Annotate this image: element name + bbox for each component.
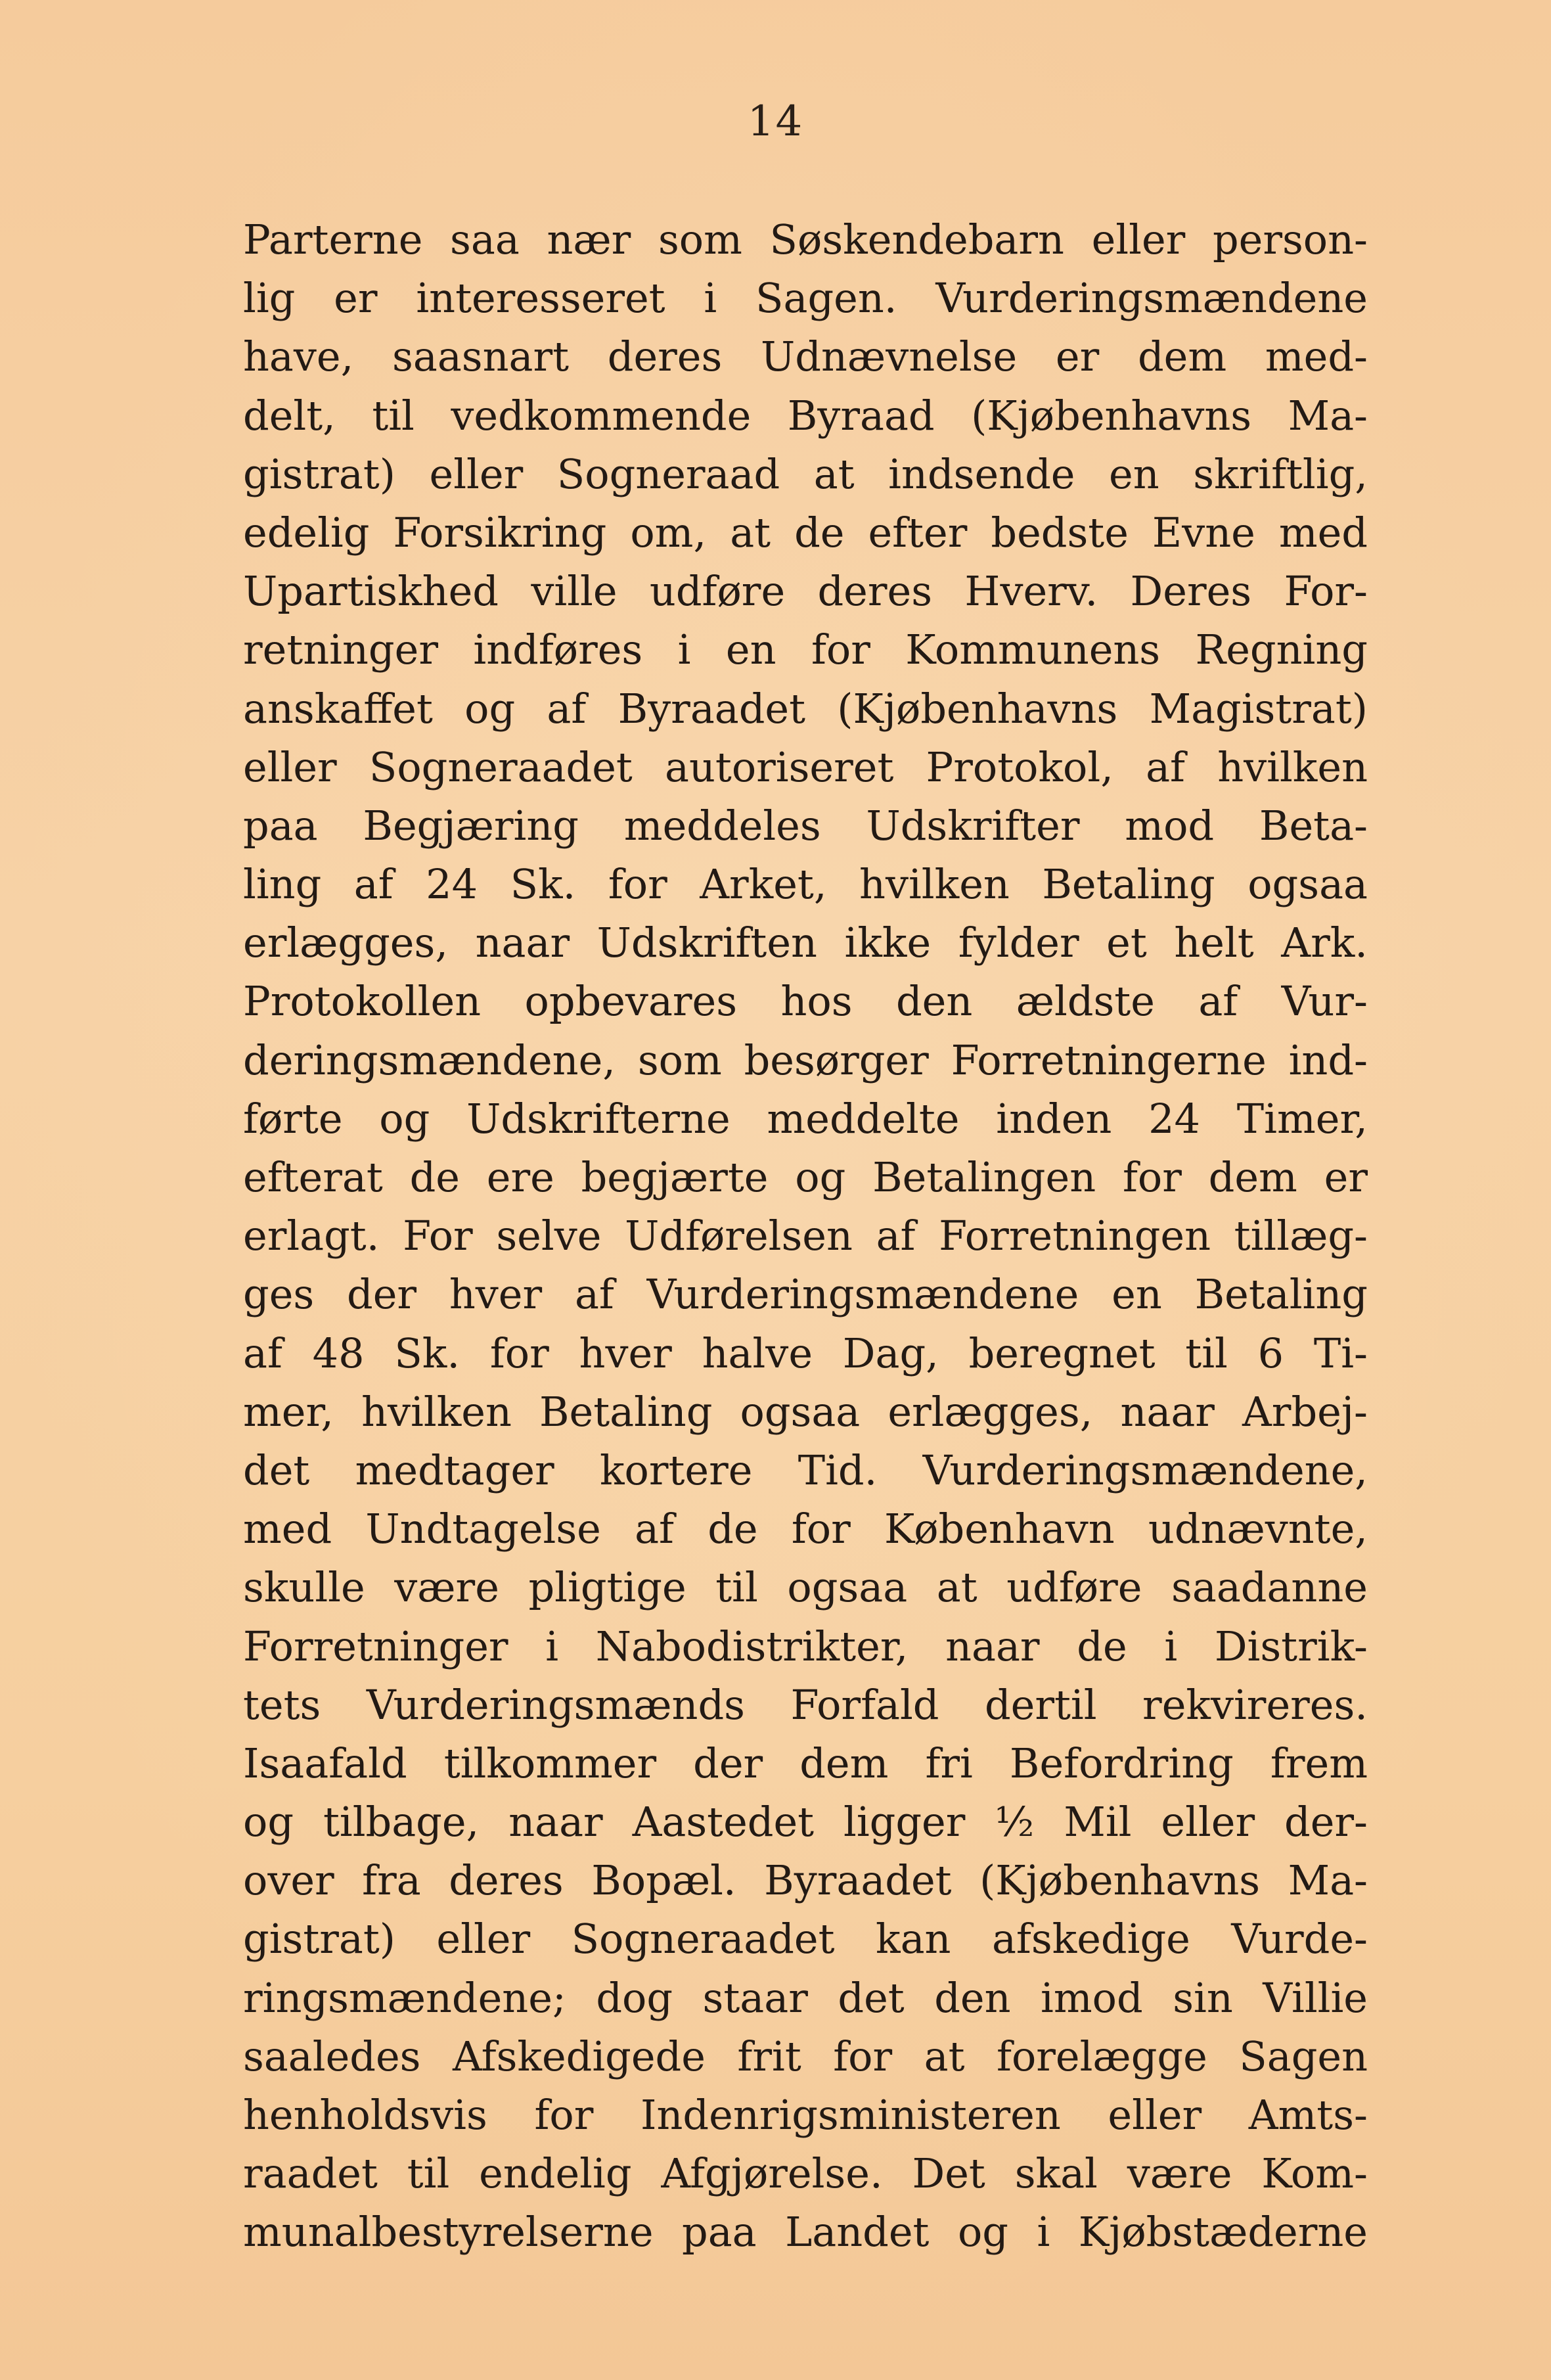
text-line: gistrat) eller Sogneraad at indsende en skriftlig,: [243, 449, 1368, 498]
text-line: henholdsvis for Indenrigsministeren eller Amts-: [243, 2091, 1368, 2139]
text-line: skulle være pligtige til ogsaa at udføre saadanne: [243, 1563, 1368, 1612]
text-line: førte og Udskrifterne meddelte inden 24 Timer,: [243, 1094, 1368, 1143]
text-line: Forretninger i Nabodistrikter, naar de i Distrik-: [243, 1622, 1368, 1670]
text-line: med Undtagelse af de for København udnævnte,: [243, 1505, 1368, 1553]
text-line: raadet til endelig Afgjørelse. Det skal være Kom-: [243, 2149, 1368, 2198]
text-line: mer, hvilken Betaling ogsaa erlægges, naar Arbej-: [243, 1387, 1368, 1436]
text-line: Isaafald tilkommer der dem fri Befordring frem: [243, 1739, 1368, 1787]
text-line: erlagt. For selve Udførelsen af Forretningen tillæg-: [243, 1212, 1368, 1260]
text-line: Protokollen opbevares hos den ældste af Vur-: [243, 977, 1368, 1026]
text-line: Upartiskhed ville udføre deres Hverv. Deres For-: [243, 567, 1368, 616]
text-line: delt, til vedkommende Byraad (Kjøbenhavns Ma-: [243, 391, 1368, 440]
text-line: efterat de ere begjærte og Betalingen for dem er: [243, 1153, 1368, 1201]
text-line: af 48 Sk. for hver halve Dag, beregnet til 6 Ti-: [243, 1329, 1368, 1377]
text-line: retninger indføres i en for Kommunens Regning: [243, 626, 1368, 674]
text-line: anskaffet og af Byraadet (Kjøbenhavns Magistrat): [243, 684, 1368, 733]
page-number: 14: [747, 97, 804, 146]
text-line: munalbestyrelserne paa Landet og i Kjøbstæderne: [243, 2208, 1368, 2256]
text-line: Parterne saa nær som Søskendebarn eller person-: [243, 216, 1368, 263]
text-line: og tilbage, naar Aastedet ligger ½ Mil eller der-: [243, 1798, 1368, 1846]
text-line: paa Begjæring meddeles Udskrifter mod Beta-: [243, 801, 1368, 850]
text-line: erlægges, naar Udskriften ikke fylder et helt Ark.: [243, 919, 1368, 967]
text-line: ringsmændene; dog staar det den imod sin Villie: [243, 1973, 1368, 2022]
text-line: ges der hver af Vurderingsmændene en Betaling: [243, 1270, 1368, 1319]
text-line: have, saasnart deres Udnævnelse er dem med-: [243, 332, 1368, 381]
text-line: lig er interesseret i Sagen. Vurderingsmændene: [243, 274, 1368, 323]
text-line: edelig Forsikring om, at de efter bedste Evne med: [243, 508, 1368, 557]
text-line: over fra deres Bopæl. Byraadet (Kjøbenhavns Ma-: [243, 1856, 1368, 1905]
text-line: gistrat) eller Sogneraadet kan afskedige Vurde-: [243, 1915, 1368, 1963]
text-line: det medtager kortere Tid. Vurderingsmændene,: [243, 1446, 1368, 1494]
body-text: [243, 210, 1368, 2262]
text-line: eller Sogneraadet autoriseret Protokol, af hvilken: [243, 743, 1368, 791]
text-line: deringsmændene, som besørger Forretningerne ind-: [243, 1036, 1368, 1084]
text-line: saaledes Afskedigede frit for at forelægge Sagen: [243, 2032, 1368, 2080]
text-line: tets Vurderingsmænds Forfald dertil rekvireres.: [243, 1680, 1368, 1729]
text-line: ling af 24 Sk. for Arket, hvilken Betaling ogsaa: [243, 860, 1368, 909]
